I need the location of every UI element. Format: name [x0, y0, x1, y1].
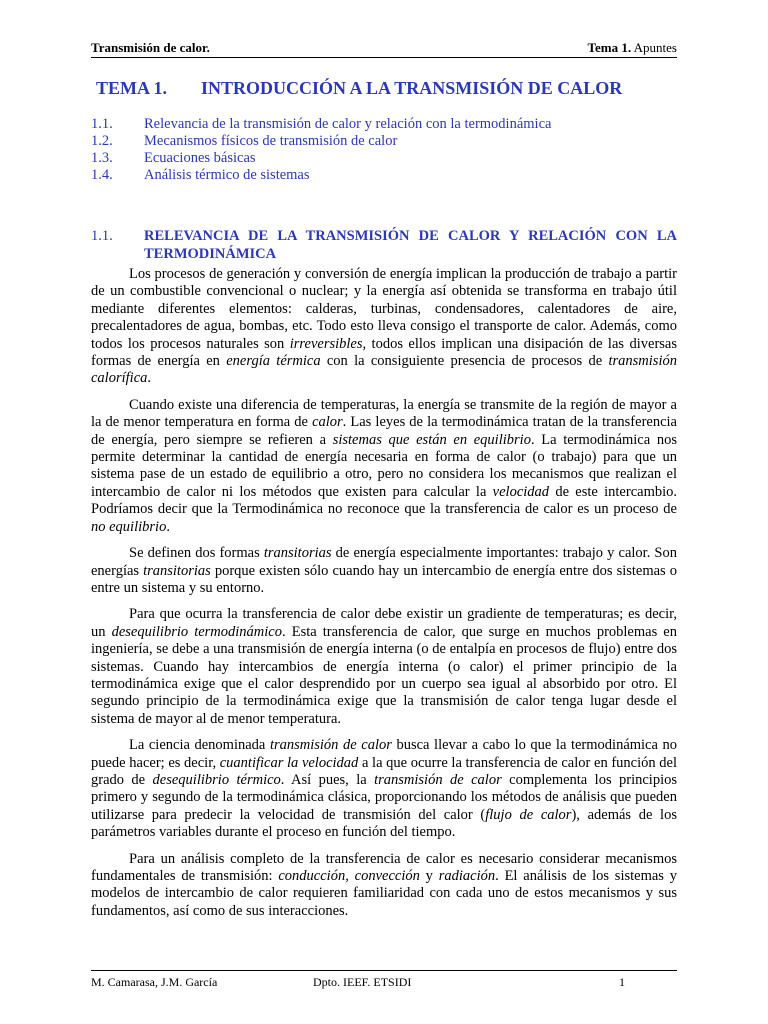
text-run: de este intercambio. Podríamos decir que la Termodinámica no reconoce que la transferencia de calor es un proceso de: [91, 483, 677, 518]
paragraph: [91, 545, 677, 597]
toc-item-label: Ecuaciones básicas: [144, 150, 256, 166]
text-run: Los procesos de generación y conversión de energía implican la producción de trabajo a partir de un combustible convencional o nuclear; y la energía así obtenida se transforma en trabajo útil mediante diferentes elementos: calderas, turbinas, condensadores, calentadores de aire, precalentadores de agua, bombas, etc. Todo esto lleva consigo el transporte de calor. Además, como todos los procesos naturales son: [91, 266, 677, 352]
emphasized-text: cuantificar la velocidad: [219, 754, 359, 771]
emphasized-text: transmisión de calor: [374, 771, 502, 788]
emphasized-text: desequilibrio termodinámico: [111, 623, 282, 640]
text-run: La ciencia denominada: [129, 737, 270, 754]
footer-rule: [91, 970, 677, 971]
emphasized-text: velocidad: [492, 483, 550, 500]
emphasized-text: desequilibrio térmico: [152, 771, 281, 788]
section-number: 1.1.: [91, 228, 113, 244]
emphasized-text: transitorias: [143, 562, 211, 579]
emphasized-text: radiación: [438, 868, 496, 884]
text-run: busca llevar a cabo lo que la termodinámica no puede hacer; es decir,: [91, 737, 678, 771]
header-rule: [91, 57, 677, 58]
text-run: de energía especialmente importantes: trabajo y calor. Son energías: [91, 545, 677, 579]
text-run: complementa los principios primero y segundo de la termodinámica clásica, proporcionando los métodos de análisis que pueden utilizarse para predecir la velocidad de transmisión del calor (: [91, 771, 677, 823]
toc-item: [91, 167, 551, 184]
text-run: . Las leyes de la termodinámica tratan de la transferencia de energía, pero siempre se refieren a: [91, 414, 677, 448]
emphasized-text: transmisión de calor: [269, 737, 392, 754]
paragraph: [91, 266, 677, 388]
text-run: porque existen sólo cuando hay un intercambio de energía entre dos sistemas o entre un sistema y su entorno.: [91, 562, 677, 596]
emphasized-text: calor: [312, 414, 343, 431]
footer-department: Dpto. IEEF. ETSIDI: [313, 975, 412, 989]
section-title-line-2: TERMODINÁMICA: [144, 246, 277, 262]
text-run: . El análisis de los sistemas y modelos de intercambio de calor requieren familiaridad con cada uno de estos mecanismos y sus fundamentos, así como de sus interacciones.: [91, 868, 677, 919]
text-run: Cuando existe una diferencia de temperaturas, la energía se transmite de la región de mayor a la de menor temperatura en forma de: [91, 396, 677, 431]
text-run: y: [419, 868, 439, 884]
emphasized-text: transmisión calorífica: [91, 353, 677, 387]
section-heading: [91, 227, 677, 263]
emphasized-text: conducción, convección: [278, 868, 420, 884]
emphasized-text: energía térmica: [226, 353, 321, 370]
title-text: INTRODUCCIÓN A LA TRANSMISIÓN DE CALOR: [201, 78, 623, 98]
toc-item: [91, 150, 551, 167]
header-topic-number: Tema 1.: [587, 40, 632, 55]
emphasized-text: transitorias: [263, 545, 332, 562]
text-run: Para un análisis completo de la transferencia de calor es necesario considerar mecanismos fundamentales de transmisión:: [91, 850, 677, 884]
text-run: Para que ocurra la transferencia de calor debe existir un gradiente de temperaturas; es decir, un: [91, 606, 677, 640]
paragraph: [91, 737, 677, 841]
footer-authors: M. Camarasa, J.M. García: [91, 975, 218, 989]
header-course-title: Transmisión de calor.: [91, 40, 210, 55]
text-run: ), además de los parámetros variables durante el proceso en función del tiempo.: [91, 806, 677, 841]
header-topic-label: Apuntes: [631, 40, 677, 55]
table-of-contents: [91, 116, 551, 184]
toc-item-label: Relevancia de la transmisión de calor y relación con la termodinámica: [144, 116, 552, 132]
text-run: , todos ellos implican una disipación de las diversas formas de energía en: [91, 335, 677, 370]
emphasized-text: flujo de calor: [485, 806, 572, 823]
page-title: [96, 77, 622, 99]
toc-item: [91, 116, 551, 133]
text-run: . La termodinámica nos permite determinar la cantidad de energía necesaria en forma de calor (o trabajo) para que un sistema pase de un estado de equilibrio a otro, pero no considera los mecanismos que realizan el intercambio de calor ni los métodos que existen para calcular la: [91, 431, 677, 500]
section-title-line-1: RELEVANCIA DE LA TRANSMISIÓN DE CALOR Y RELACIÓN CON LA: [144, 228, 677, 244]
paragraph: [91, 851, 677, 921]
toc-item-number: 1.2.: [91, 133, 113, 149]
toc-item-number: 1.4.: [91, 167, 113, 183]
text-run: . Así pues, la: [280, 771, 375, 788]
text-run: .: [147, 370, 152, 387]
emphasized-text: irreversibles: [289, 335, 363, 352]
header-topic: [588, 40, 677, 56]
emphasized-text: no equilibrio: [91, 518, 167, 535]
text-run: Se definen dos formas: [129, 545, 264, 562]
text-run: . Esta transferencia de calor, que surge en muchos problemas en ingeniería, se debe a una transmisión de energía interna (o de entalpía en procesos de flujo) entre dos sistemas. Cuando hay intercambios de energía interna (o calor) el primer principio de la termodinámica exige que el calor desprendido por un cuerpo sea igual al absorbido por otro. El segundo principio de la termodinámica exige que la transmisión de calor tenga lugar desde el sistema de mayor al de menor temperatura.: [91, 623, 677, 727]
text-run: .: [166, 518, 170, 535]
section-body: [91, 266, 677, 929]
paragraph: [91, 397, 677, 536]
emphasized-text: sistemas que están en equilibrio: [332, 431, 531, 448]
title-number: TEMA 1.: [96, 78, 168, 98]
text-run: con la consiguiente presencia de procesos de: [320, 353, 609, 370]
toc-item-number: 1.1.: [91, 116, 113, 132]
paragraph: [91, 606, 677, 728]
page-number: 1: [619, 975, 625, 989]
text-run: a la que ocurre la transferencia de calor en función del grado de: [91, 754, 677, 788]
toc-item-number: 1.3.: [91, 150, 113, 166]
toc-item-label: Mecanismos físicos de transmisión de calor: [144, 133, 398, 149]
toc-item-label: Análisis térmico de sistemas: [144, 167, 310, 183]
toc-item: [91, 133, 551, 150]
